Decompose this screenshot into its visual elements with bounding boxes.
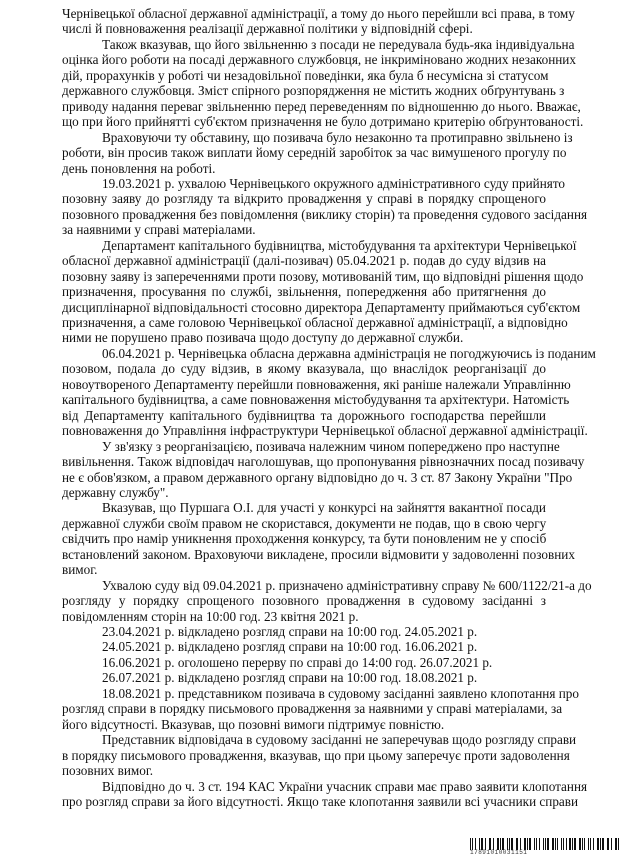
- text-line: позовом, подала до суду відзив, в якому вказувала, що внаслідок реорганізації до: [62, 361, 546, 377]
- text-line: оцінка його роботи на посаді державного службовця, не інкриміновано жодних незаконних: [62, 52, 576, 68]
- text-line: 24.05.2021 р. відкладено розгляд справи на 10:00 год. 16.06.2021 р.: [102, 639, 478, 655]
- text-line: повідомленням сторін на 10:00 год. 23 квітня 2021 р.: [62, 608, 359, 624]
- text-line: обласної державної адміністрації (далі-позивач) 05.04.2021 р. подав до суду відзив на: [62, 253, 546, 269]
- text-line: Також вказував, що його звільненню з посади не передувала будь-яка індивідуальна: [102, 36, 575, 52]
- text-line: призначення, просування по службі, звільнення, попередження або притягнення до: [62, 284, 546, 300]
- text-line: вимог.: [62, 562, 98, 578]
- text-line: про розгляд справи за його відсутності. Якщо таке клопотання заявили всі учасники справи: [62, 793, 579, 809]
- text-line: державну службу".: [62, 484, 169, 500]
- text-line: розгляд справи в порядку письмового провадження за наявними у справі матеріалами, за: [62, 701, 563, 717]
- text-line: повноваження до Управління інфраструктури Чернівецької обласної державної адміністрації.: [62, 423, 588, 439]
- text-line: капітального будівництва, а саме повноваження містобудування та архітектури. Натомість: [62, 392, 570, 408]
- text-line: позовну заяву до розгляду та відкрито провадження у справі в порядку спрощеного: [62, 191, 546, 207]
- text-line: дій, прорахунків у роботі чи незадовільної поведінки, яка була б несумісна зі статусом: [62, 67, 549, 83]
- text-line: встановлений законом. Враховуючи викладене, просили відмовити у задоволенні позовних: [62, 546, 575, 562]
- text-line: роботи, він просив також виплати йому середній заробіток за час вимушеного прогулу по: [62, 145, 567, 160]
- text-line: державної служби своїм правом не скористався, документи не подав, що в свою чергу: [62, 515, 547, 531]
- text-line: розгляду у порядку спрощеного позовного провадження в судовому засіданні з: [62, 593, 546, 609]
- text-line: числі й повноваження реалізації державної політики у відповідній сфері.: [62, 21, 473, 37]
- text-line: призначення, а саме головою Чернівецької обласної державної адміністрації, а відповідно: [62, 315, 568, 330]
- text-line: за наявними у справі матеріалами.: [62, 222, 256, 238]
- text-line: дисциплінарної відповідальності стосовно директора Департаменту приймаються суб'єктом: [62, 299, 581, 315]
- text-line: позовних вимог.: [62, 763, 154, 778]
- text-line: Вказував, що Пуршага О.І. для участі у конкурсі на зайняття вакантної посади: [102, 500, 546, 516]
- text-line: новоутвореного Департаменту перейшли повноваження, які раніше належали Управлінню: [62, 376, 571, 392]
- text-line: У зв'язку з реорганізацією, позивача належним чином попереджено про наступне: [102, 438, 560, 454]
- text-line: Департамент капітального будівництва, містобудування та архітектури Чернівецької: [102, 237, 577, 253]
- text-line: 18.08.2021 р. представником позивача в судовому засіданні заявлено клопотання про: [102, 685, 579, 701]
- text-line: його відсутності. Вказував, що позовні вимоги підтримує повністю.: [62, 716, 445, 732]
- text-line: Представник відповідача в судовому засіданні не заперечував щодо розгляду справи: [102, 732, 577, 748]
- text-line: 06.04.2021 р. Чернівецька обласна державна адміністрація не погоджуючись із поданим: [102, 345, 596, 361]
- text-line: 19.03.2021 р. ухвалою Чернівецького окружного адміністративного суду прийнято: [102, 175, 566, 191]
- text-line: державного службовця. Зміст спірного розпорядження не містить жодних обґрунтувань з: [62, 83, 565, 99]
- text-line: не є обов'язком, а правом державного органу відповідно до ч. 3 ст. 87 Закону України "Про: [62, 469, 573, 485]
- text-line: 23.04.2021 р. відкладено розгляд справи на 10:00 год. 24.05.2021 р.: [102, 624, 478, 639]
- text-line: від Департаменту капітального будівництва та дорожнього господарства перейшли: [62, 407, 546, 423]
- text-line: свідчить про намір уникнення проходження конкурсу, та бути поновленим не у спосіб: [62, 531, 547, 547]
- text-line: день поновлення на роботі.: [62, 160, 216, 176]
- text-line: що при його прийнятті суб'єктом призначення не було дотримано критерію обґрунтованості.: [62, 114, 584, 130]
- text-line: 16.06.2021 р. оголошено перерву по справі до 14:00 год. 26.07.2021 р.: [102, 654, 493, 670]
- text-line: ними не порушено право позивача щодо доступу до державної служби.: [62, 330, 464, 346]
- text-line: вивільнення. Також відповідач наголошував, що пропонування рівнозначних посад позивачу: [62, 454, 585, 469]
- text-line: позовного провадження без повідомлення (виклику сторін) та проведення судового засідання: [62, 206, 588, 222]
- text-line: приводу надання переваг звільненню перед переведенням по відношенню до нього. Вважає,: [62, 98, 581, 114]
- text-line: в порядку письмового провадження, вказував, що при цьому заперечує проти задоволення: [62, 747, 570, 763]
- text-line: Чернівецької обласної державної адміністрації, а тому до нього перейшли всі права, в тому: [62, 6, 575, 21]
- barcode-number: 17891010031151: [470, 849, 528, 856]
- text-line: Відповідно до ч. 3 ст. 194 КАС України учасник справи має право заявити клопотання: [102, 778, 588, 794]
- text-line: 26.07.2021 р. відкладено розгляд справи на 10:00 год. 18.08.2021 р.: [102, 670, 478, 686]
- barcode-image: [470, 836, 620, 850]
- text-line: Ухвалою суду від 09.04.2021 р. призначено адміністративну справу № 600/1122/21-а до: [102, 577, 592, 593]
- text-line: Враховуючи ту обставину, що позивача було незаконно та протиправно звільнено із: [102, 129, 573, 145]
- text-line: позовну заяву із запереченнями проти позову, мотивованій тим, що відповідні рішення щодо: [62, 268, 584, 284]
